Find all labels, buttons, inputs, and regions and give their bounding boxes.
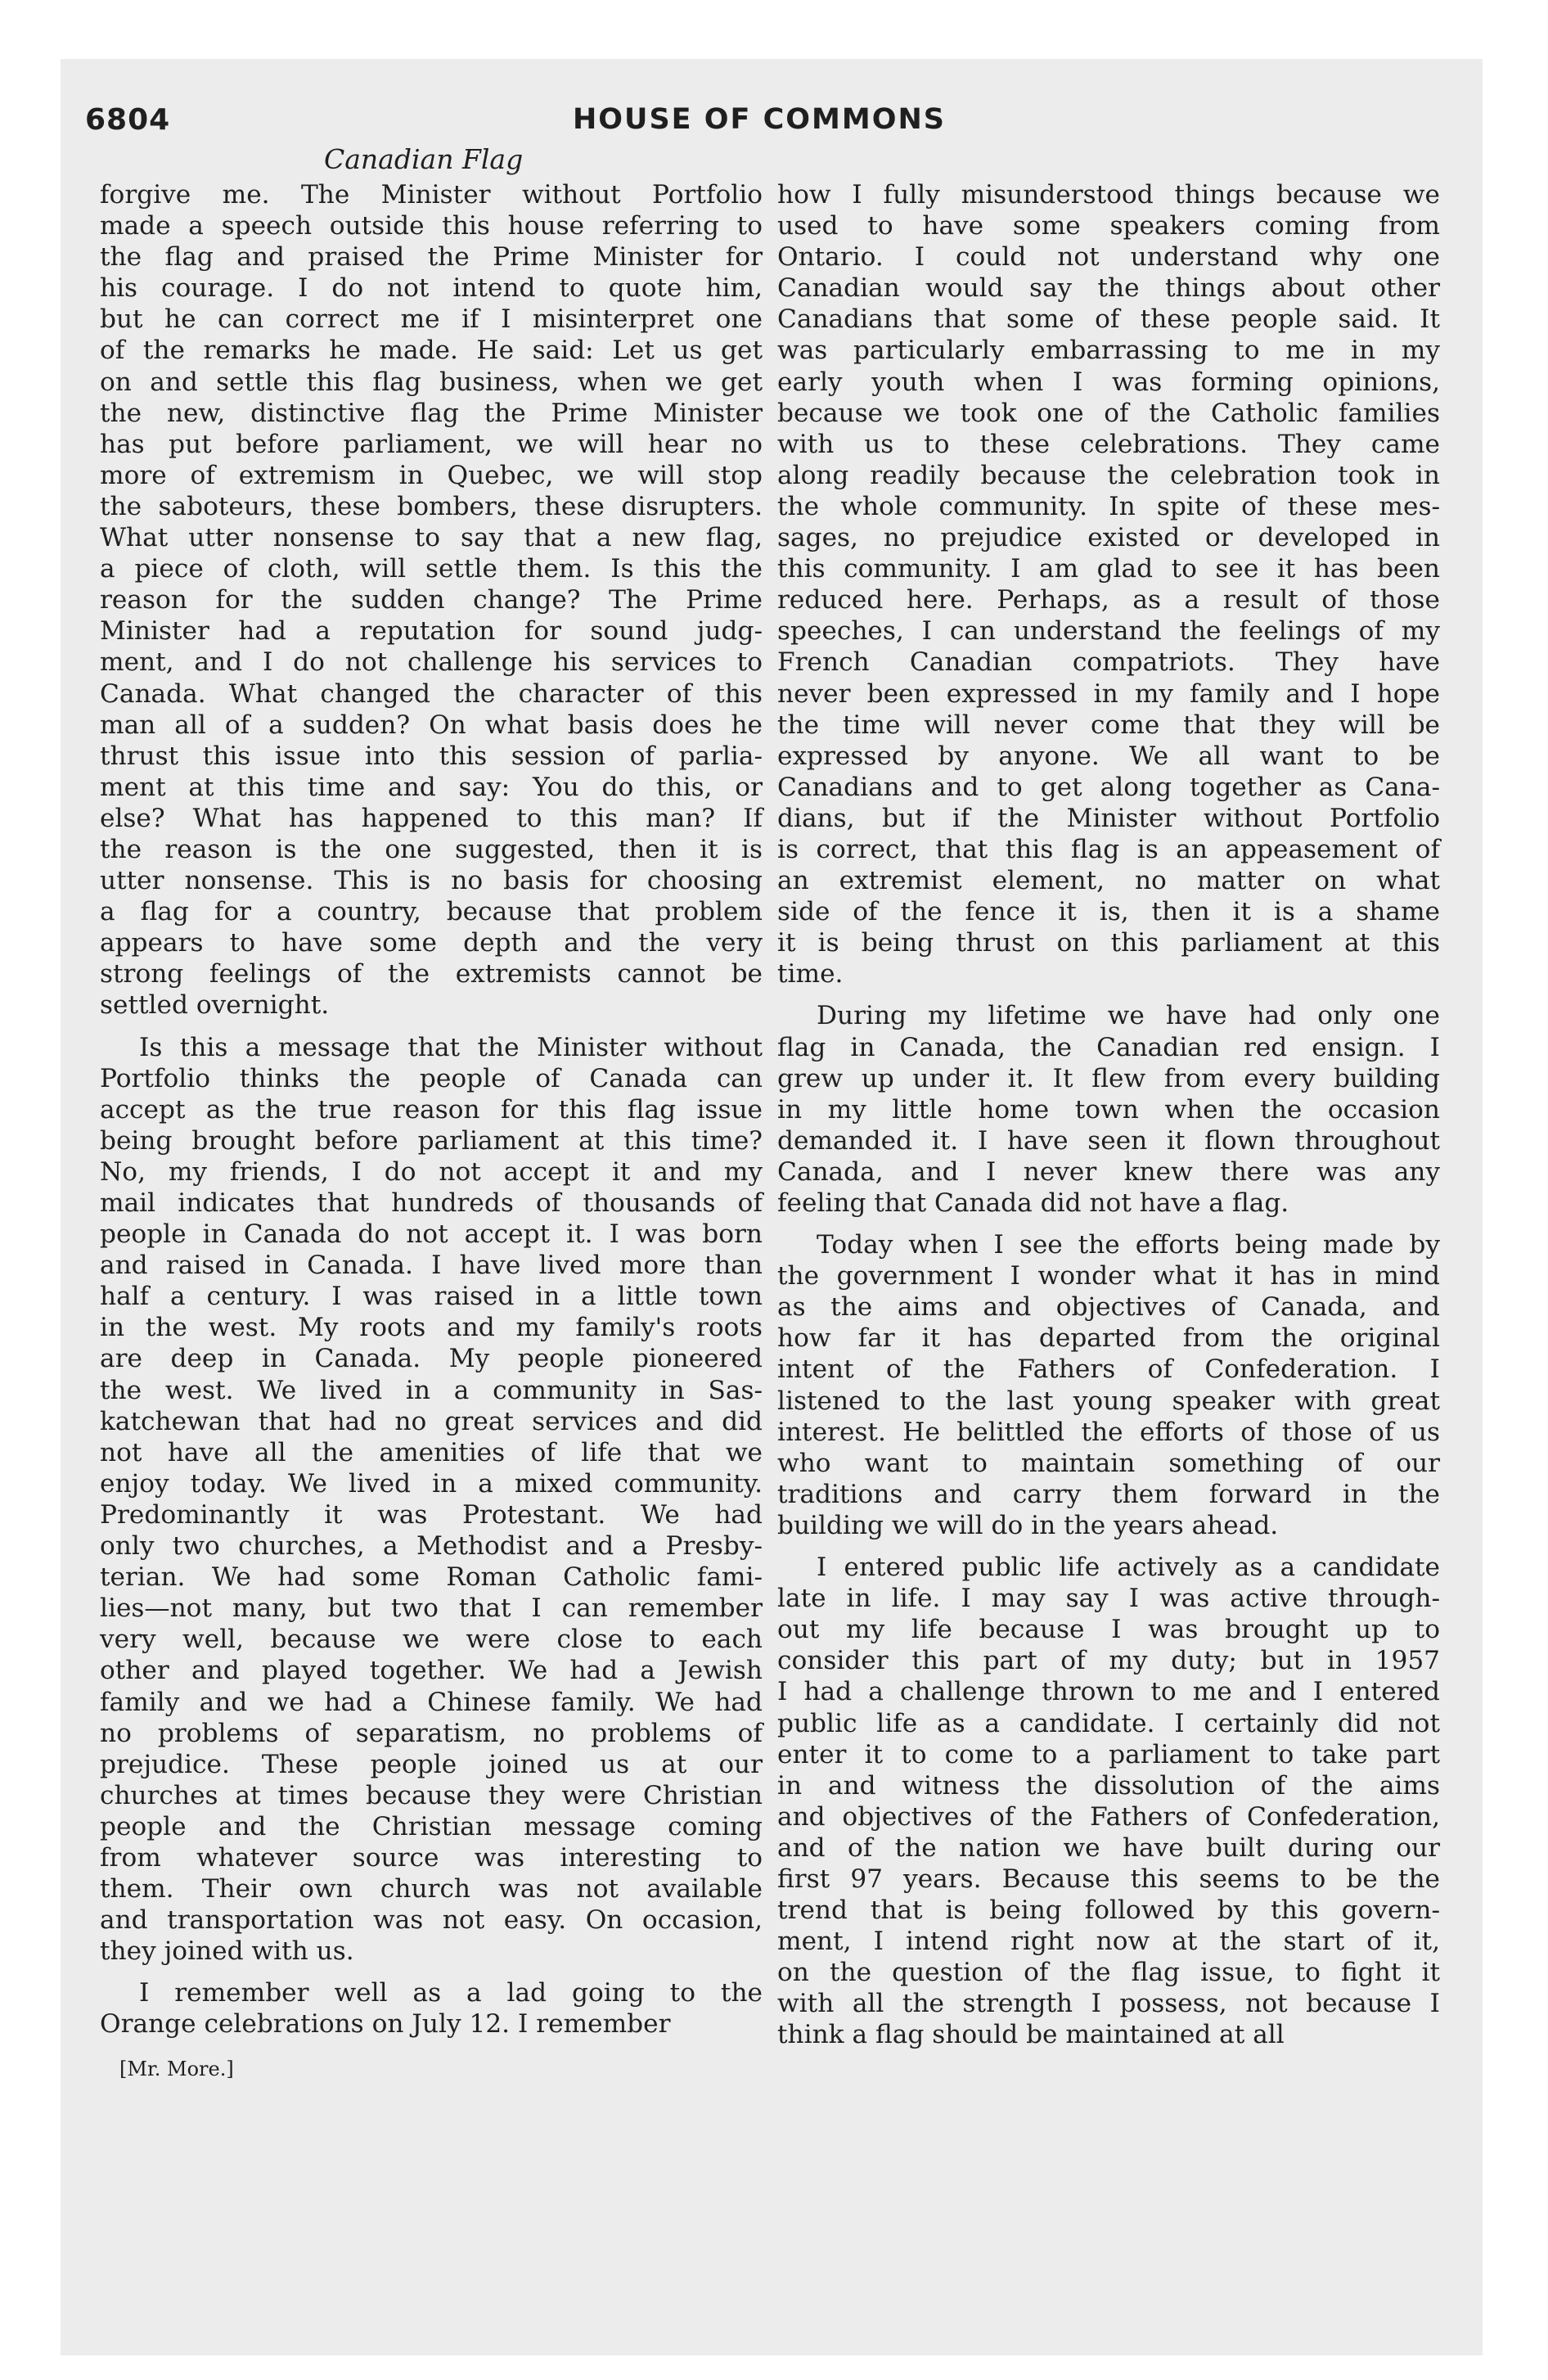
paragraph (100, 1977, 763, 2040)
text-line: who want to maintain something of our (777, 1448, 1440, 1478)
text-line: on and settle this flag business, when we get (100, 367, 763, 397)
text-line: thrust this issue into this session of parlia- (100, 741, 763, 771)
text-line: half a century. I was raised in a little town (100, 1282, 763, 1312)
text-line: used to have some speakers coming from (777, 211, 1440, 241)
text-line: ment, and I do not challenge his services to (100, 647, 763, 678)
text-line: accept as the true reason for this flag issue (100, 1094, 763, 1125)
text-line: and objectives of the Fathers of Confederation, (777, 1801, 1440, 1832)
paragraph (777, 1229, 1440, 1541)
left-column (100, 179, 763, 2040)
text-line: a piece of cloth, will settle them. Is this the (100, 554, 763, 584)
text-line: more of extremism in Quebec, we will stop (100, 460, 763, 490)
text-line: I had a challenge thrown to me and I entered (777, 1677, 1440, 1707)
text-line: dians, but if the Minister without Portfolio (777, 803, 1440, 833)
text-line: and transportation was not easy. On occasion, (100, 1905, 763, 1936)
text-line: Predominantly it was Protestant. We had (100, 1499, 763, 1530)
text-line: mail indicates that hundreds of thousands of (100, 1188, 763, 1218)
text-line: of the remarks he made. He said: Let us get (100, 336, 763, 366)
text-line: terian. We had some Roman Catholic fami- (100, 1562, 763, 1593)
text-line: churches at times because they were Christian (100, 1780, 763, 1810)
speaker-note: [Mr. More.] (119, 2058, 234, 2080)
text-line: strong feelings of the extremists cannot be (100, 959, 763, 989)
text-line: his courage. I do not intend to quote him, (100, 273, 763, 304)
text-line: only two churches, a Methodist and a Presby- (100, 1531, 763, 1562)
text-line: the government I wonder what it has in mind (777, 1261, 1440, 1291)
text-line: reason for the sudden change? The Prime (100, 585, 763, 615)
text-line: I remember well as a lad going to the (139, 1978, 763, 2008)
text-line: not have all the amenities of life that we (100, 1437, 763, 1467)
text-line: ment at this time and say: You do this, or (100, 772, 763, 802)
text-line: intent of the Fathers of Confederation. I (777, 1355, 1440, 1385)
text-line: other and played together. We had a Jewish (100, 1656, 763, 1686)
text-line: I entered public life actively as a candidate (817, 1553, 1440, 1583)
text-line: Canadians that some of these people said. It (777, 304, 1440, 335)
text-line: and of the nation we have built during our (777, 1832, 1440, 1863)
text-line: and raised in Canada. I have lived more than (100, 1251, 763, 1281)
text-line: Canada. What changed the character of this (100, 678, 763, 709)
text-line: as the aims and objectives of Canada, and (777, 1292, 1440, 1323)
text-line: What utter nonsense to say that a new flag, (100, 523, 763, 553)
text-line: public life as a candidate. I certainly did not (777, 1708, 1440, 1738)
text-line: Today when I see the efforts being made by (817, 1230, 1440, 1260)
text-line: but he can correct me if I misinterpret one (100, 304, 763, 335)
text-line: in my little home town when the occasion (777, 1094, 1440, 1125)
text-line: enjoy today. We lived in a mixed community. (100, 1468, 763, 1499)
text-line: made a speech outside this house referring to (100, 211, 763, 241)
text-line: from whatever source was interesting to (100, 1842, 763, 1873)
text-line: interest. He belittled the efforts of those of us (777, 1417, 1440, 1447)
text-line: Is this a message that the Minister without (139, 1032, 763, 1062)
text-line: prejudice. These people joined us at our (100, 1749, 763, 1779)
text-line: has put before parliament, we will hear no (100, 429, 763, 459)
text-line: how I fully misunderstood things because we (777, 180, 1440, 210)
text-line: along readily because the celebration took in (777, 460, 1440, 490)
text-line: them. Their own church was not available (100, 1874, 763, 1904)
paragraph (777, 179, 1440, 989)
text-line: speeches, I can understand the feelings of my (777, 616, 1440, 647)
section-title: Canadian Flag (324, 143, 524, 175)
text-line: was particularly embarrassing to me in my (777, 336, 1440, 366)
text-line: the flag and praised the Prime Minister for (100, 242, 763, 273)
text-line: late in life. I may say I was active through- (777, 1584, 1440, 1614)
text-line: the time will never come that they will be (777, 710, 1440, 740)
text-line: it is being thrust on this parliament at this (777, 928, 1440, 958)
text-line: consider this part of my duty; but in 1957 (777, 1646, 1440, 1676)
text-line: how far it has departed from the original (777, 1323, 1440, 1354)
text-line: appears to have some depth and the very (100, 928, 763, 958)
text-line: the saboteurs, these bombers, these disrupters. (100, 491, 763, 521)
journal-title: HOUSE OF COMMONS (573, 103, 946, 136)
paragraph (777, 1000, 1440, 1219)
text-line: traditions and carry them forward in the (777, 1479, 1440, 1509)
text-line: are deep in Canada. My people pioneered (100, 1344, 763, 1374)
text-line: Canadian would say the things about other (777, 273, 1440, 304)
text-line: sages, no prejudice existed or developed in (777, 523, 1440, 553)
text-line: a flag for a country, because that problem (100, 897, 763, 927)
text-line: Portfolio thinks the people of Canada can (100, 1063, 763, 1093)
text-line: feeling that Canada did not have a flag. (777, 1188, 1289, 1218)
text-line: side of the fence it is, then it is a shame (777, 897, 1440, 927)
text-line: this community. I am glad to see it has been (777, 554, 1440, 584)
text-line: grew up under it. It flew from every building (777, 1063, 1440, 1093)
paragraph (777, 1552, 1440, 2051)
page-number: 6804 (85, 103, 171, 137)
text-line: listened to the last young speaker with great (777, 1386, 1440, 1416)
text-line: the west. We lived in a community in Sas- (100, 1375, 763, 1405)
text-line: Minister had a reputation for sound judg- (100, 616, 763, 647)
text-line: katchewan that had no great services and did (100, 1406, 763, 1436)
text-line: building we will do in the years ahead. (777, 1510, 1279, 1540)
text-line: trend that is being followed by this govern- (777, 1895, 1440, 1926)
text-line: French Canadian compatriots. They have (777, 647, 1440, 678)
text-line: first 97 years. Because this seems to be the (777, 1864, 1440, 1894)
text-line: being brought before parliament at this time? (100, 1125, 763, 1156)
text-line: no problems of separatism, no problems of (100, 1718, 763, 1748)
text-line: people and the Christian message coming (100, 1811, 763, 1841)
text-line: with us to these celebrations. They came (777, 429, 1440, 459)
text-line: else? What has happened to this man? If (100, 803, 763, 833)
text-line: reduced here. Perhaps, as a result of those (777, 585, 1440, 615)
text-line: Ontario. I could not understand why one (777, 242, 1440, 273)
text-line: enter it to come to a parliament to take part (777, 1739, 1440, 1769)
text-line: is correct, that this flag is an appeasement of (777, 834, 1440, 864)
text-line: the new, distinctive flag the Prime Minister (100, 398, 763, 428)
text-line: lies—not many, but two that I can remember (100, 1593, 763, 1624)
text-line: man all of a sudden? On what basis does he (100, 710, 763, 740)
text-line: flag in Canada, the Canadian red ensign. I (777, 1032, 1440, 1062)
text-line: Orange celebrations on July 12. I remember (100, 2009, 671, 2040)
text-line: very well, because we were close to each (100, 1625, 763, 1655)
text-line: out my life because I was brought up to (777, 1615, 1440, 1645)
text-line: never been expressed in my family and I hope (777, 678, 1440, 709)
text-line: demanded it. I have seen it flown throughout (777, 1125, 1440, 1156)
text-line: people in Canada do not accept it. I was born (100, 1219, 763, 1250)
text-line: ment, I intend right now at the start of it, (777, 1927, 1440, 1957)
text-line: they joined with us. (100, 1936, 354, 1967)
text-line: the whole community. In spite of these mes- (777, 491, 1440, 521)
text-line: expressed by anyone. We all want to be (777, 741, 1440, 771)
text-line: utter nonsense. This is no basis for choosing (100, 866, 763, 896)
text-line: an extremist element, no matter on what (777, 866, 1440, 896)
text-line: family and we had a Chinese family. We had (100, 1687, 763, 1717)
text-line: think a flag should be maintained at all (777, 2020, 1285, 2050)
paragraph (100, 1032, 763, 1968)
text-line: settled overnight. (100, 990, 330, 1021)
text-line: in the west. My roots and my family's roots (100, 1313, 763, 1343)
text-line: time. (777, 959, 844, 989)
text-line: No, my friends, I do not accept it and my (100, 1156, 763, 1187)
text-line: During my lifetime we have had only one (817, 1001, 1440, 1031)
text-line: forgive me. The Minister without Portfolio (100, 180, 763, 210)
text-line: on the question of the flag issue, to fight it (777, 1958, 1440, 1988)
text-line: early youth when I was forming opinions, (777, 367, 1440, 397)
text-line: the reason is the one suggested, then it is (100, 834, 763, 864)
text-line: Canadians and to get along together as Cana- (777, 772, 1440, 802)
text-line: Canada, and I never knew there was any (777, 1156, 1440, 1187)
paragraph (100, 179, 763, 1021)
right-column (777, 179, 1440, 2051)
text-line: because we took one of the Catholic families (777, 398, 1440, 428)
text-line: with all the strength I possess, not because I (777, 1989, 1440, 2019)
text-line: in and witness the dissolution of the aims (777, 1770, 1440, 1801)
